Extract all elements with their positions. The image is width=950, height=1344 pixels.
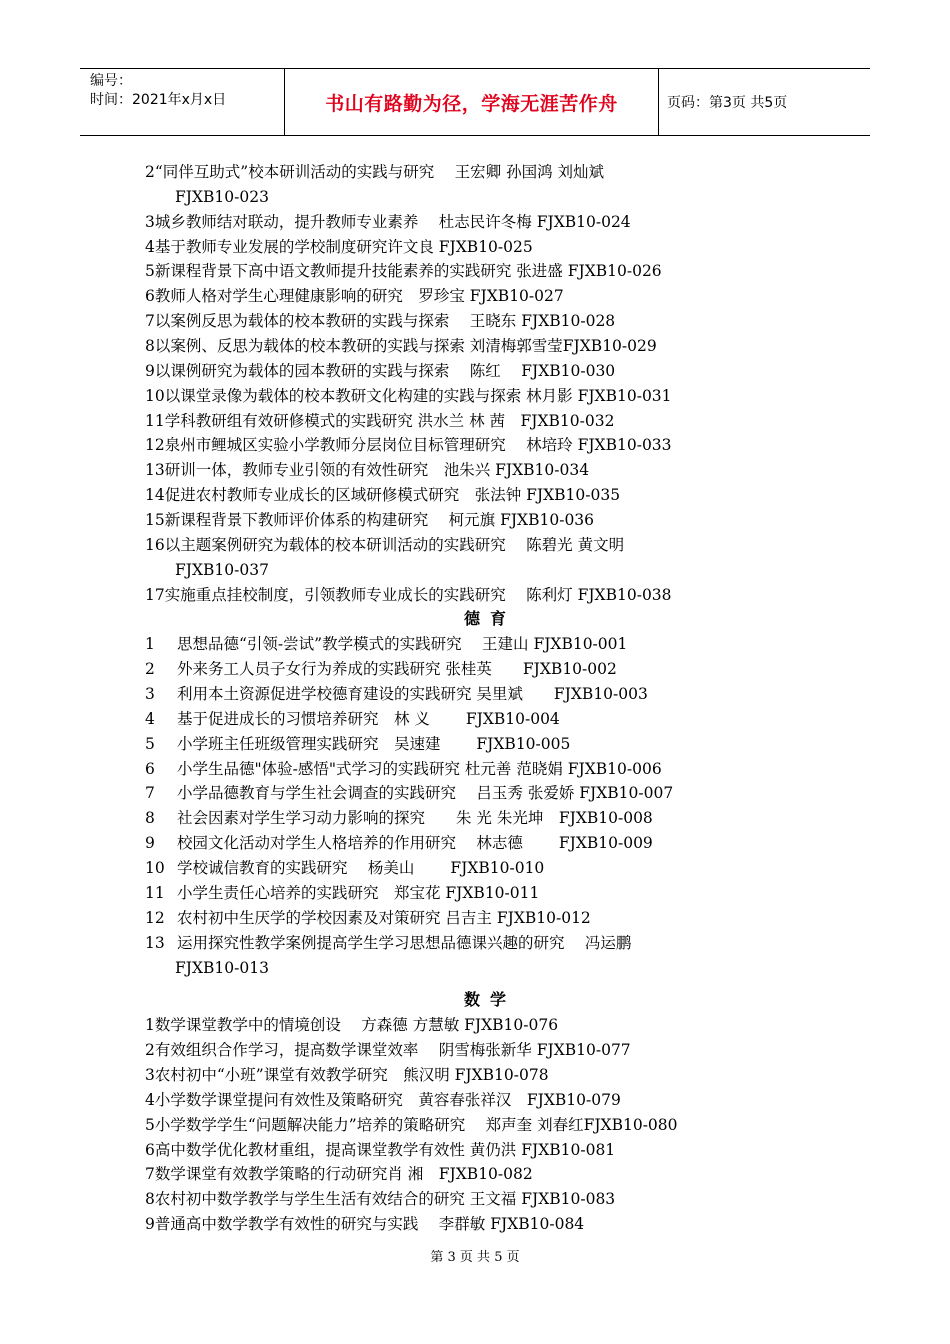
item-text: 运用探究性教学案例提高学生学习思想品德课兴趣的研究 冯运鹏 bbox=[177, 933, 632, 952]
list-item bbox=[145, 632, 825, 657]
list-item bbox=[145, 359, 825, 384]
list-item bbox=[145, 210, 825, 235]
list-item bbox=[145, 483, 825, 508]
item-text: 研训一体，教师专业引领的有效性研究 池朱兴 FJXB10-034 bbox=[164, 461, 590, 480]
item-number: 4 bbox=[145, 237, 155, 256]
page-footer: 第 3 页 共 5 页 bbox=[430, 1250, 520, 1265]
list-item bbox=[145, 931, 825, 956]
list-item bbox=[145, 906, 825, 931]
header-meta bbox=[80, 69, 285, 135]
list-item bbox=[145, 259, 825, 284]
item-number: 1 bbox=[145, 635, 155, 654]
item-number: 8 bbox=[145, 337, 155, 356]
list-item-continuation: FJXB10-013 bbox=[175, 958, 269, 977]
section-heading: 数学 bbox=[463, 990, 516, 1010]
list-item bbox=[145, 1113, 825, 1138]
item-text: 基于促进成长的习惯培养研究 林 义 FJXB10-004 bbox=[177, 709, 560, 728]
list-item bbox=[145, 856, 825, 881]
document-body bbox=[145, 160, 825, 1237]
item-number: 3 bbox=[145, 1065, 155, 1084]
item-text: 小学数学课堂提问有效性及策略研究 黄容春张祥汉 FJXB10-079 bbox=[154, 1090, 621, 1109]
item-text: 学科教研组有效研修模式的实践研究 洪水兰 林 茜 FJXB10-032 bbox=[164, 411, 615, 430]
item-number: 10 bbox=[145, 859, 165, 878]
header-motto: 书山有路勤为径，学海无涯苦作舟 bbox=[285, 69, 659, 135]
item-number: 2 bbox=[145, 660, 155, 679]
item-number: 13 bbox=[145, 933, 165, 952]
list-item bbox=[145, 284, 825, 309]
item-number: 4 bbox=[145, 709, 155, 728]
code-label: 编号： bbox=[90, 73, 132, 89]
list-item bbox=[145, 384, 825, 409]
item-number: 10 bbox=[145, 386, 165, 405]
section-heading: 德育 bbox=[463, 609, 516, 629]
item-text: 新课程背景下高中语文教师提升技能素养的实践研究 张进盛 FJXB10-026 bbox=[154, 262, 662, 281]
item-number: 11 bbox=[145, 411, 165, 430]
list-item bbox=[145, 707, 825, 732]
list-item bbox=[145, 583, 825, 608]
item-text: 实施重点挂校制度，引领教师专业成长的实践研究 陈利灯 FJXB10-038 bbox=[164, 585, 672, 604]
item-text: 农村初中数学教学与学生生活有效结合的研究 王文福 FJXB10-083 bbox=[154, 1190, 616, 1209]
list-item bbox=[145, 309, 825, 334]
item-number: 9 bbox=[145, 361, 155, 380]
item-text: 学校诚信教育的实践研究 杨美山 FJXB10-010 bbox=[177, 859, 545, 878]
item-number: 1 bbox=[145, 1016, 155, 1035]
item-number: 8 bbox=[145, 809, 155, 828]
item-number: 7 bbox=[145, 784, 155, 803]
list-item bbox=[145, 458, 825, 483]
item-text: 小学品德教育与学生社会调查的实践研究 吕玉秀 张爱娇 FJXB10-007 bbox=[177, 784, 674, 803]
item-number: 2 bbox=[145, 1041, 155, 1060]
item-text: 普通高中数学教学有效性的研究与实践 李群敏 FJXB10-084 bbox=[154, 1215, 585, 1234]
item-number: 3 bbox=[145, 212, 155, 231]
item-text: 小学数学学生“问题解决能力”培养的策略研究 郑声奎 刘春红FJXB10-080 bbox=[154, 1115, 678, 1134]
item-number: 11 bbox=[145, 883, 165, 902]
header-page-number: 页码：第3页 共5页 bbox=[667, 95, 788, 111]
list-item bbox=[145, 881, 825, 906]
item-number: 7 bbox=[145, 1165, 155, 1184]
spacer bbox=[145, 980, 825, 988]
list-item bbox=[145, 160, 825, 185]
list-item bbox=[145, 1088, 825, 1113]
item-text: 泉州市鲤城区实验小学教师分层岗位目标管理研究 林培玲 FJXB10-033 bbox=[164, 436, 672, 455]
list-item-continuation: FJXB10-037 bbox=[175, 560, 269, 579]
item-number: 5 bbox=[145, 1115, 155, 1134]
list-item bbox=[145, 235, 825, 260]
item-number: 6 bbox=[145, 1140, 155, 1159]
item-text: 基于教师专业发展的学校制度研究许文良 FJXB10-025 bbox=[154, 237, 533, 256]
item-number: 5 bbox=[145, 262, 155, 281]
list-item bbox=[145, 1063, 825, 1088]
item-text: 农村初中“小班”课堂有效教学研究 熊汉明 FJXB10-078 bbox=[154, 1065, 549, 1084]
list-item bbox=[145, 1013, 825, 1038]
item-number: 8 bbox=[145, 1190, 155, 1209]
list-item-continuation: FJXB10-023 bbox=[175, 187, 269, 206]
item-text: 以案例、反思为载体的校本教研的实践与探索 刘清梅郭雪莹FJXB10-029 bbox=[154, 337, 657, 356]
item-text: 社会因素对学生学习动力影响的探究 朱 光 朱光坤 FJXB10-008 bbox=[177, 809, 653, 828]
item-number: 6 bbox=[145, 287, 155, 306]
list-item bbox=[145, 657, 825, 682]
list-item bbox=[145, 1038, 825, 1063]
list-item bbox=[145, 1187, 825, 1212]
list-item bbox=[145, 806, 825, 831]
item-text: 外来务工人员子女行为养成的实践研究 张桂英 FJXB10-002 bbox=[177, 660, 617, 679]
item-text: 新课程背景下教师评价体系的构建研究 柯元旗 FJXB10-036 bbox=[164, 511, 595, 530]
item-text: 校园文化活动对学生人格培养的作用研究 林志德 FJXB10-009 bbox=[177, 834, 653, 853]
item-number: 9 bbox=[145, 834, 155, 853]
item-number: 14 bbox=[145, 486, 165, 505]
item-number: 2 bbox=[145, 163, 155, 181]
list-item bbox=[145, 1138, 825, 1163]
item-number: 17 bbox=[145, 585, 165, 604]
item-text: 高中数学优化教材重组，提高课堂教学有效性 黄仍洪 FJXB10-081 bbox=[154, 1140, 616, 1159]
item-number: 6 bbox=[145, 759, 155, 778]
list-item bbox=[145, 533, 825, 558]
list-item bbox=[145, 409, 825, 434]
item-number: 13 bbox=[145, 461, 165, 480]
item-text: 小学生责任心培养的实践研究 郑宝花 FJXB10-011 bbox=[177, 883, 540, 902]
list-item bbox=[145, 1212, 825, 1237]
list-item bbox=[145, 682, 825, 707]
item-number: 16 bbox=[145, 535, 165, 554]
item-text: 促进农村教师专业成长的区域研修模式研究 张法钟 FJXB10-035 bbox=[164, 486, 621, 505]
list-item bbox=[145, 831, 825, 856]
item-text: 以案例反思为载体的校本教研的实践与探索 王晓东 FJXB10-028 bbox=[154, 312, 616, 331]
item-number: 5 bbox=[145, 734, 155, 753]
item-text: 数学课堂有效教学策略的行动研究肖 湘 FJXB10-082 bbox=[154, 1165, 533, 1184]
item-text: 农村初中生厌学的学校因素及对策研究 吕吉主 FJXB10-012 bbox=[177, 908, 591, 927]
page-header bbox=[80, 68, 870, 136]
item-text: 以课例研究为载体的园本教研的实践与探索 陈红 FJXB10-030 bbox=[154, 361, 616, 380]
item-text: 思想品德“引领-尝试”教学模式的实践研究 王建山 FJXB10-001 bbox=[177, 635, 628, 654]
item-number: 15 bbox=[145, 511, 165, 530]
item-number: 4 bbox=[145, 1090, 155, 1109]
item-number: 9 bbox=[145, 1215, 155, 1234]
list-item bbox=[145, 781, 825, 806]
item-number: 3 bbox=[145, 685, 155, 704]
item-text: 城乡教师结对联动，提升教师专业素养 杜志民许冬梅 FJXB10-024 bbox=[154, 212, 631, 231]
item-text: 以课堂录像为载体的校本教研文化构建的实践与探索 林月影 FJXB10-031 bbox=[164, 386, 672, 405]
item-text: 教师人格对学生心理健康影响的研究 罗珍宝 FJXB10-027 bbox=[154, 287, 564, 306]
item-text: 小学生品德"体验-感悟"式学习的实践研究 杜元善 范晓娟 FJXB10-006 bbox=[177, 759, 662, 778]
time-label: 时间：2021年x月x日 bbox=[90, 92, 227, 108]
item-text: 利用本土资源促进学校德育建设的实践研究 吴里斌 FJXB10-003 bbox=[177, 685, 648, 704]
item-text: 以主题案例研究为载体的校本研训活动的实践研究 陈碧光 黄文明 bbox=[164, 535, 625, 554]
list-item bbox=[145, 508, 825, 533]
list-item bbox=[145, 732, 825, 757]
list-item bbox=[145, 1162, 825, 1187]
item-number: 7 bbox=[145, 312, 155, 331]
item-text: 数学课堂教学中的情境创设 方森德 方慧敏 FJXB10-076 bbox=[154, 1016, 559, 1035]
list-item bbox=[145, 334, 825, 359]
item-text: “同伴互助式”校本研训活动的实践与研究 王宏卿 孙国鸿 刘灿斌 bbox=[154, 163, 605, 181]
item-number: 12 bbox=[145, 436, 165, 455]
item-number: 12 bbox=[145, 908, 165, 927]
item-text: 有效组织合作学习，提高数学课堂效率 阴雪梅张新华 FJXB10-077 bbox=[154, 1041, 631, 1060]
list-item bbox=[145, 757, 825, 782]
list-item bbox=[145, 433, 825, 458]
item-text: 小学班主任班级管理实践研究 吴速建 FJXB10-005 bbox=[177, 734, 571, 753]
